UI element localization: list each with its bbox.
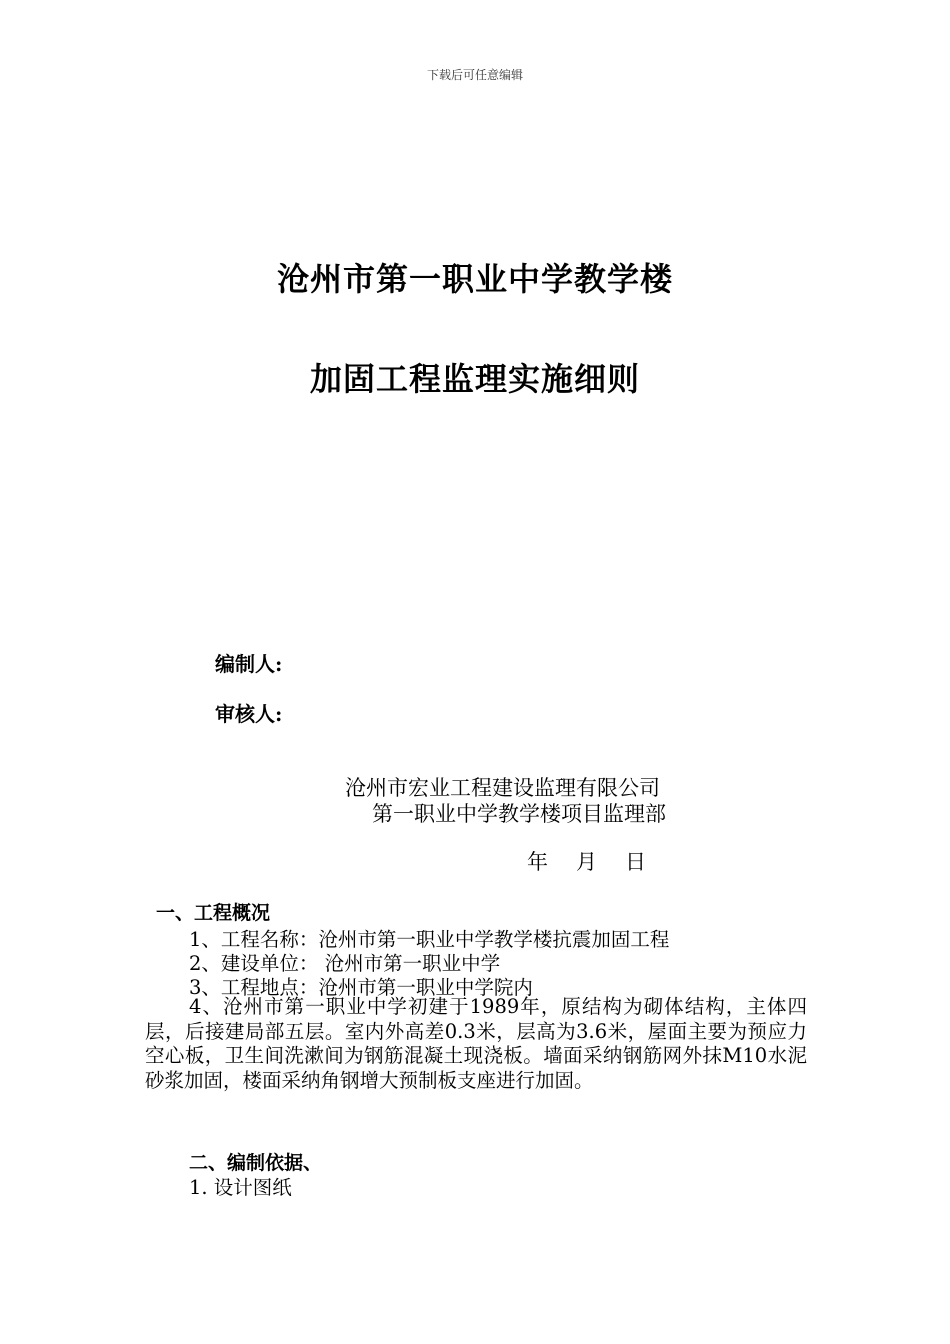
overview-item-owner: 2、建设单位： 沧州市第一职业中学	[189, 952, 501, 975]
section-heading-basis: 二、编制依据、	[189, 1152, 323, 1174]
document-title-line2: 加固工程监理实施细则	[309, 360, 640, 398]
date-month: 月	[576, 850, 597, 874]
date-day: 日	[625, 850, 646, 874]
compiler-label: 编制人:	[215, 652, 283, 676]
reviewer-label: 审核人:	[215, 702, 283, 726]
date-year: 年	[527, 850, 548, 874]
overview-item-location: 3、工程地点：沧州市第一职业中学院内	[189, 976, 533, 999]
date-line	[527, 846, 674, 876]
overview-item-project-name: 1、工程名称：沧州市第一职业中学教学楼抗震加固工程	[189, 928, 670, 951]
overview-paragraph: 4、沧州市第一职业中学初建于1989年，原结构为砌体结构，主体四层，后接建局部五层。室内外高差0.3米，层高为3.6米，屋面主要为预应力空心板，卫生间洗漱间为钢筋混凝土现浇板。墙面采纳钢筋网外抹M10水泥砂浆加固，楼面采纳角钢增大预制板支座进行加固。	[145, 995, 807, 1092]
section-heading-overview: 一、工程概况	[156, 902, 271, 924]
header-note: 下载后可任意编辑	[426, 68, 523, 82]
basis-item-drawings: 1. 设计图纸	[189, 1176, 292, 1199]
department-name: 第一职业中学教学楼项目监理部	[372, 802, 666, 826]
company-name: 沧州市宏业工程建设监理有限公司	[345, 776, 660, 800]
document-title-line1: 沧州市第一职业中学教学楼	[276, 260, 673, 298]
